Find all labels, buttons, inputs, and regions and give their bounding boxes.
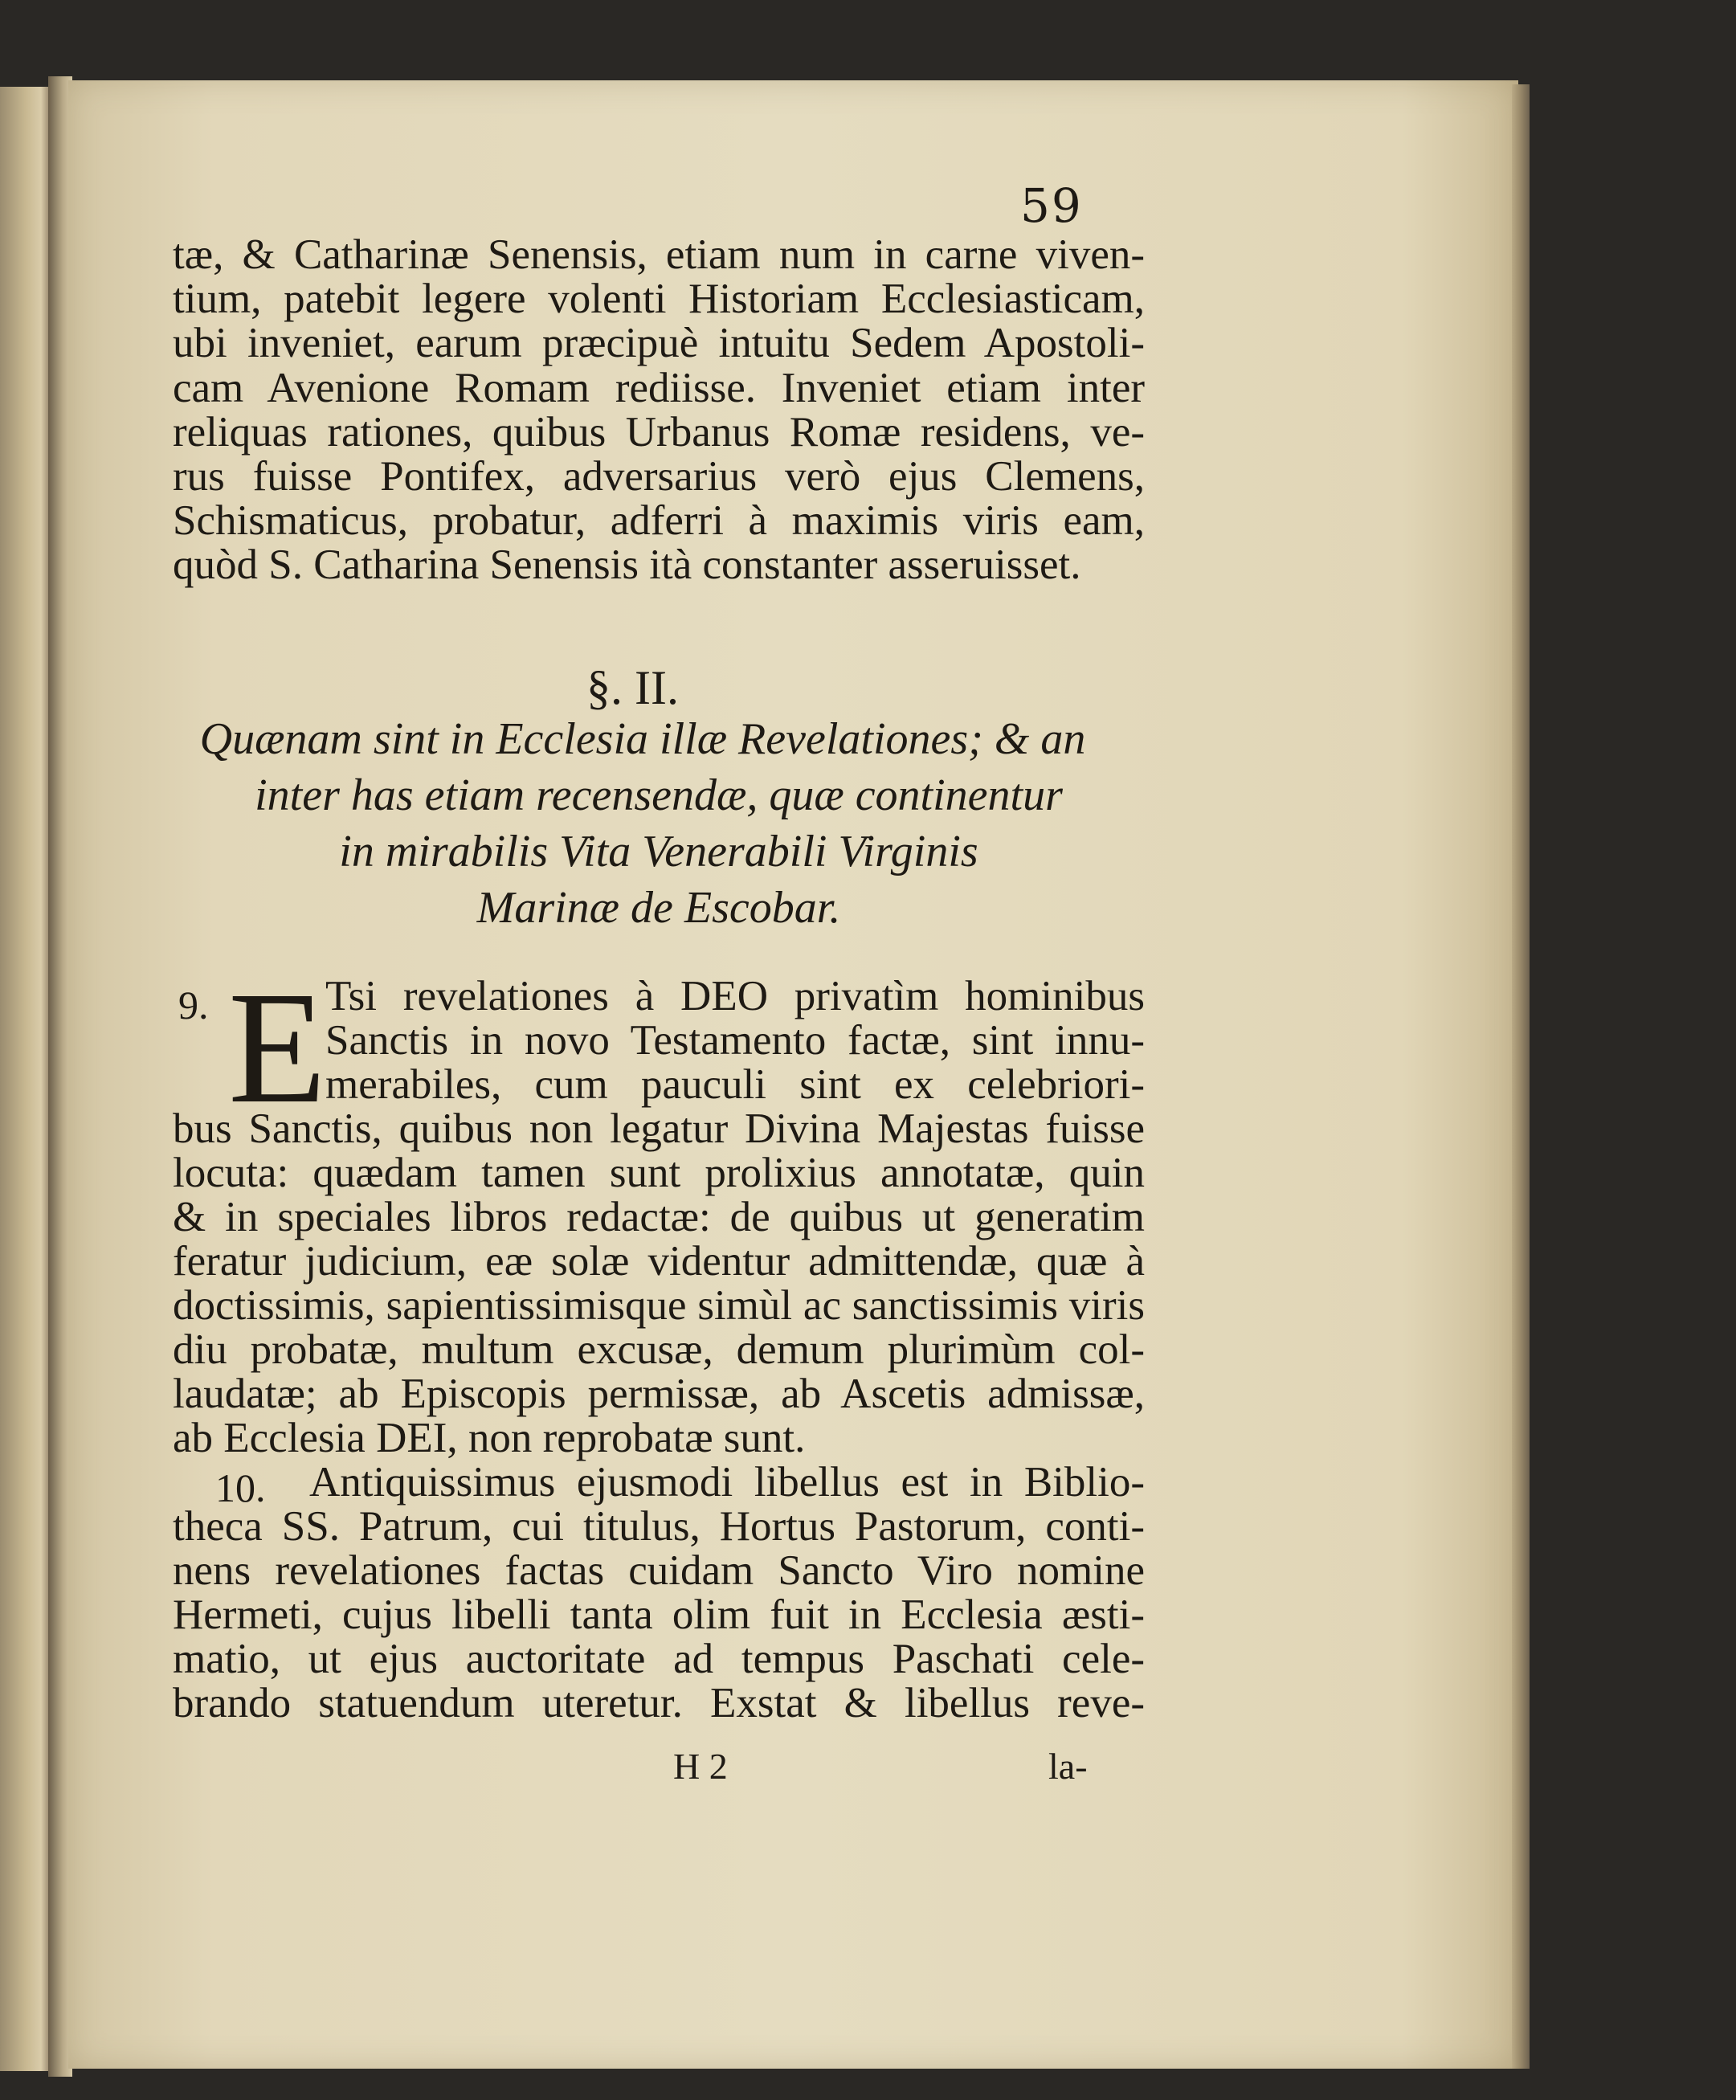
facing-page-edge [0, 87, 48, 2071]
paragraph-number: 10. [215, 1465, 266, 1510]
page-number: 59 [1020, 178, 1083, 233]
text-line: brando statuendum uteretur. Exstat & libellus reve- [173, 1680, 1145, 1726]
text-line: cam Avenione Romam rediisse. Inveniet etiam inter [173, 364, 1145, 411]
text-line: ab Ecclesia DEI, non reprobatæ sunt. [173, 1415, 806, 1461]
text-line: locuta: quædam tamen sunt prolixius annotatæ, quin [173, 1150, 1145, 1196]
text-line: Sanctis in novo Testamento factæ, sint innu- [325, 1017, 1145, 1064]
text-line: feratur judicium, eæ solæ videntur admittendæ, quæ à [173, 1238, 1145, 1285]
text-line: Tsi revelationes à DEO privatìm hominibus [325, 973, 1145, 1019]
text-line: ubi inveniet, earum præcipuè intuitu Sedem Apostoli- [173, 320, 1145, 367]
text-line: tium, patebit legere volenti Historiam Ecclesiasticam, [173, 276, 1145, 323]
text-line: rus fuisse Pontifex, adversarius verò ejus Clemens, [173, 452, 1145, 500]
section-title-line: inter has etiam recensendæ, quæ continentur [255, 770, 1063, 820]
text-line: tæ, & Catharinæ Senensis, etiam num in carne viven- [173, 231, 1145, 278]
section-heading: §. II. [586, 661, 679, 714]
section-title-line: Marinæ de Escobar. [476, 883, 841, 933]
page-fore-edge [1512, 84, 1530, 2069]
text-line: Schismaticus, probatur, adferri à maximis viris eam, [173, 497, 1145, 545]
text-line: quòd S. Catharina Senensis ità constanter asseruisset. [173, 541, 1081, 589]
text-line: theca SS. Patrum, cui titulus, Hortus Pastorum, conti- [173, 1503, 1145, 1550]
opening-paragraph [173, 233, 1145, 588]
text-line: reliquas rationes, quibus Urbanus Romæ residens, ve- [173, 408, 1145, 456]
text-line: laudatæ; ab Episcopis permissæ, ab Ascetis admissæ, [173, 1371, 1145, 1417]
drop-cap-initial: E [228, 959, 327, 1137]
text-line: matio, ut ejus auctoritate ad tempus Paschati cele- [173, 1636, 1145, 1682]
text-line: & in speciales libros redactæ: de quibus ut generatim [173, 1194, 1145, 1240]
text-line: doctissimis, sapientissimisque simùl ac sanctissimis viris [173, 1282, 1145, 1329]
catchword: la- [1048, 1746, 1088, 1787]
text-line: nens revelationes factas cuidam Sancto Viro nomine [173, 1547, 1145, 1594]
paragraph-number: 9. [178, 983, 209, 1028]
text-line: Antiquissimus ejusmodi libellus est in Biblio- [309, 1459, 1145, 1506]
section-title-line: Quænam sint in Ecclesia illæ Revelationes; & an [199, 714, 1086, 764]
text-line: bus Sanctis, quibus non legatur Divina Majestas fuisse [173, 1105, 1145, 1152]
text-line: diu probatæ, multum excusæ, demum plurimùm col- [173, 1326, 1145, 1373]
signature-mark: H 2 [673, 1746, 728, 1787]
text-line: Hermeti, cujus libelli tanta olim fuit in Ecclesia æsti- [173, 1591, 1145, 1638]
section-title-line: in mirabilis Vita Venerabili Virginis [339, 827, 978, 876]
text-line: merabiles, cum pauculi sint ex celebriori- [325, 1061, 1145, 1108]
